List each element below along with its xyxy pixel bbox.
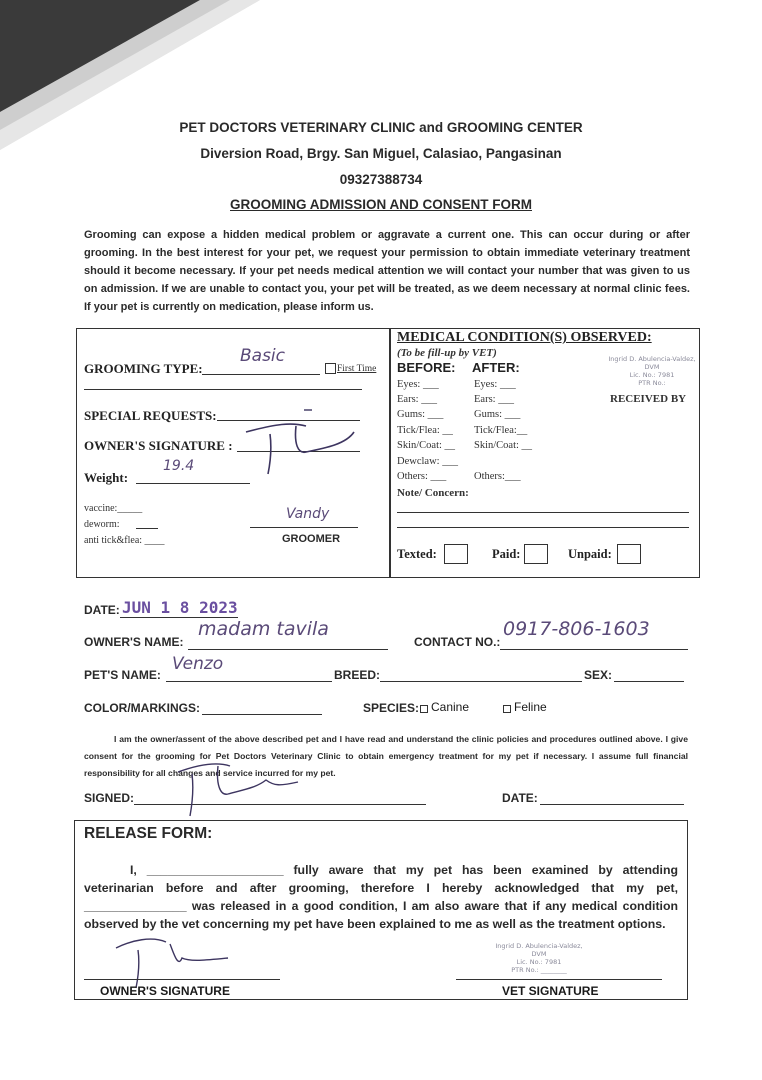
owner-name-line (188, 649, 388, 650)
signed-label: SIGNED: (84, 791, 135, 805)
deworm-label: deworm: (84, 519, 120, 530)
vet-stamp-line: Ingrid D. Abulencia-Valdez, DVM (608, 355, 696, 371)
weight-line (136, 483, 250, 484)
before-others: Others: ___ (397, 471, 447, 482)
pet-name-line (166, 681, 332, 682)
after-others: Others:___ (474, 471, 521, 482)
color-line (202, 714, 322, 715)
groomer-label: GROOMER (282, 533, 341, 545)
owner-name-label: OWNER'S NAME: (84, 635, 184, 649)
sex-line (614, 681, 684, 682)
after-tick: Tick/Flea:__ (474, 425, 528, 436)
grooming-type-value[interactable]: Basic (240, 346, 286, 366)
canine-label: Canine (431, 700, 470, 714)
clinic-name: PET DOCTORS VETERINARY CLINIC and GROOMING CENTER (179, 120, 583, 135)
consent-signature-scribble (170, 750, 310, 820)
release-stamp-line: Ingrid D. Abulencia-Valdez, DVM (495, 942, 583, 958)
release-vet-signature-label: VET SIGNATURE (502, 984, 599, 998)
weight-value[interactable]: 19.4 (163, 458, 195, 474)
date-label: DATE: (84, 603, 120, 617)
release-title: RELEASE FORM: (84, 825, 213, 842)
after-skin: Skin/Coat: __ (474, 440, 533, 451)
medical-title: MEDICAL CONDITION(S) OBSERVED: (397, 330, 652, 345)
paid-checkbox[interactable] (524, 544, 548, 564)
after-eyes: Eyes: ___ (474, 379, 516, 390)
signed-date-line (540, 804, 684, 805)
pet-name-value[interactable]: Venzo (172, 654, 224, 674)
release-owner-signature-label: OWNER'S SIGNATURE (100, 984, 230, 998)
special-requests-label: SPECIAL REQUESTS: (84, 408, 217, 423)
texted-label: Texted: (397, 547, 437, 561)
intro-paragraph: Grooming can expose a hidden medical problem or aggravate a current one. This can occur during or after grooming. In the best interest for your pet, we request your permission to obtain immediate veterinary treatment should it become necessary. If your pet needs medical attention we will contact your number that was given to us on admission. If we are unable to contact you, your pet will be treated, as we deem necessary at normal clinic fees. If your pet is currently on medication, please inform us. (84, 229, 690, 313)
first-time-checkbox[interactable] (325, 363, 336, 374)
before-skin: Skin/Coat: __ (397, 440, 456, 451)
canine-checkbox[interactable] (420, 705, 428, 713)
release-paragraph: I, ____________________ fully aware that my pet has been examined by attending veterinarian before and after grooming, therefore I hereby acknowledged that my pet, _______________ was released in a good condition, I am also aware that if any medical condition observed by the vet concerning my pet have been explained to me as well as the treatment options. (84, 863, 678, 931)
release-vet-stamp (487, 942, 591, 974)
grooming-type-label: GROOMING TYPE: (84, 361, 203, 376)
vet-stamp-line: Lic. No.: 7981 (629, 371, 675, 379)
vaccine-label: vaccine:_____ (84, 503, 143, 514)
signed-date-label: DATE: (502, 791, 538, 805)
owner-signature-scribble (236, 404, 366, 478)
before-dewclaw: Dewclaw: ___ (397, 456, 458, 467)
unpaid-checkbox[interactable] (617, 544, 641, 564)
after-gums: Gums: ___ (474, 409, 521, 420)
date-stamp: JUN 1 8 2023 (122, 598, 238, 617)
groomer-line (250, 527, 358, 528)
release-stamp-line: Lic. No.: 7981 (516, 958, 562, 966)
before-eyes: Eyes: ___ (397, 379, 439, 390)
pet-name-label: PET'S NAME: (84, 668, 161, 682)
owner-name-value[interactable]: madam tavila (198, 618, 329, 640)
medical-subtitle: (To be fill-up by VET) (397, 347, 497, 359)
owner-signature-label: OWNER'S SIGNATURE : (84, 438, 233, 453)
box-divider (389, 328, 391, 578)
release-signature-scribble (112, 928, 262, 990)
contact-value[interactable]: 0917-806-1603 (503, 618, 650, 640)
first-time-label: First Time (337, 364, 377, 374)
release-stamp-line: PTR No.: ________ (511, 966, 567, 974)
note-line-1 (397, 512, 689, 513)
texted-checkbox[interactable] (444, 544, 468, 564)
unpaid-label: Unpaid: (568, 547, 612, 561)
breed-line (380, 681, 582, 682)
received-by-label: RECEIVED BY (610, 393, 687, 405)
form-title: GROOMING ADMISSION AND CONSENT FORM (230, 197, 532, 212)
sex-label: SEX: (584, 668, 613, 682)
after-ears: Ears: ___ (474, 394, 514, 405)
note-label: Note/ Concern: (397, 487, 469, 499)
contact-line (500, 649, 688, 650)
paid-label: Paid: (492, 547, 521, 561)
consent-paragraph: I am the owner/assent of the above described pet and I have read and understand the clinic policies and procedures outlined above. I give consent for the grooming for Pet Doctors Veterinary Clinic to obtain emergency treatment for my pet if necessary. I assume full financial responsibility for all changes and service incurred for my pet. (84, 734, 688, 778)
groomer-name[interactable]: Vandy (286, 506, 330, 522)
breed-label: BREED: (334, 668, 381, 682)
clinic-phone: 09327388734 (339, 172, 423, 187)
species-label: SPECIES: (363, 701, 420, 715)
vet-stamp-line: PTR No.: (638, 379, 666, 387)
before-gums: Gums: ___ (397, 409, 444, 420)
before-label: BEFORE: (397, 360, 456, 375)
feline-checkbox[interactable] (503, 705, 511, 713)
weight-label: Weight: (84, 470, 129, 485)
before-ears: Ears: ___ (397, 394, 437, 405)
color-label: COLOR/MARKINGS: (84, 701, 200, 715)
release-vet-line (456, 979, 662, 980)
note-line-2 (397, 527, 689, 528)
before-tick: Tick/Flea: __ (397, 425, 453, 436)
clinic-address: Diversion Road, Brgy. San Miguel, Calasiao, Pangasinan (200, 146, 562, 161)
contact-label: CONTACT NO.: (414, 635, 501, 649)
feline-label: Feline (514, 700, 547, 714)
vet-stamp (600, 355, 704, 387)
grooming-type-line-2 (84, 389, 362, 390)
grooming-type-line (202, 374, 320, 375)
antitick-label: anti tick&flea: ____ (84, 535, 165, 546)
after-label: AFTER: (472, 360, 520, 375)
deworm-line (136, 528, 158, 529)
release-owner-line (84, 979, 280, 980)
